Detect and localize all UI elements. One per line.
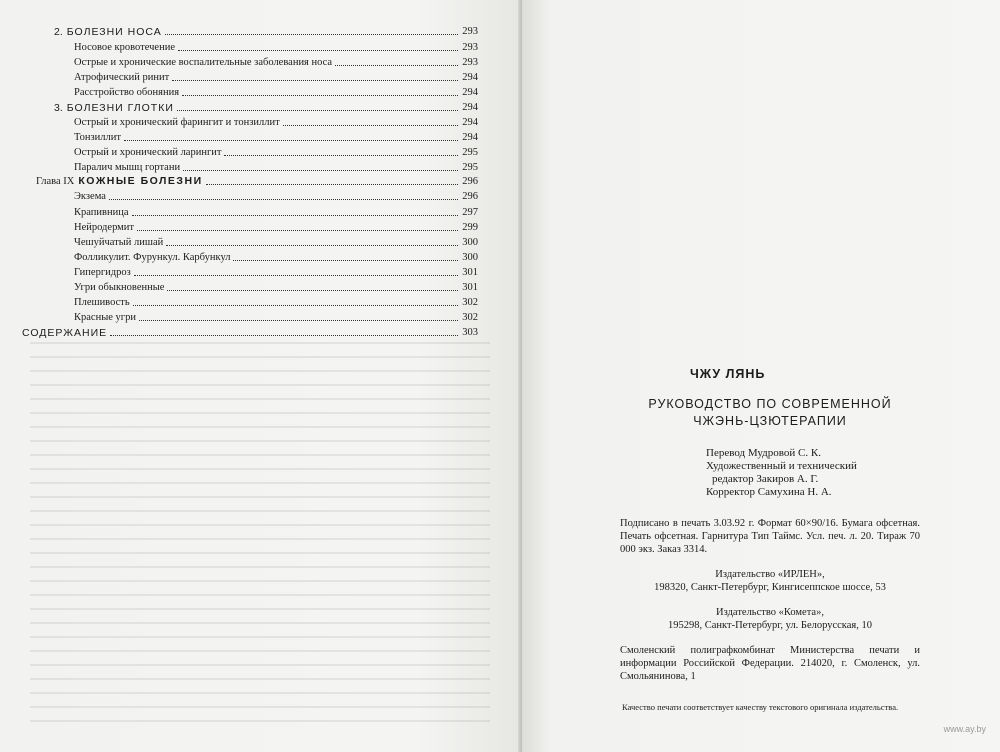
toc-entry — [74, 250, 478, 264]
toc-label — [74, 237, 166, 249]
toc-entry — [74, 235, 478, 249]
toc-entry — [74, 265, 478, 279]
toc-entry — [74, 85, 478, 99]
toc-page-number: 295 — [462, 162, 478, 173]
toc-page-number: 294 — [462, 102, 478, 113]
toc-label — [74, 267, 134, 279]
toc-entry — [74, 220, 478, 234]
toc-chapter — [36, 174, 478, 188]
toc-page-number: 300 — [462, 252, 478, 263]
printer-info: Смоленский полиграфкомбинат Министерства печати и информации Российской Федерации. 214020, г. Смоленск, ул. Смольянинова, 1 — [620, 645, 920, 682]
toc-page-number: 299 — [462, 222, 478, 233]
toc-section — [54, 24, 478, 38]
book-title-line-2: ЧЖЭНЬ-ЦЗЮТЕРАПИИ — [693, 414, 847, 428]
toc-page-number: 300 — [462, 237, 478, 248]
toc-label — [36, 175, 206, 188]
toc-label — [74, 132, 124, 144]
toc-leader-dots — [233, 260, 458, 261]
toc-label — [74, 162, 183, 174]
toc-label — [74, 207, 132, 219]
toc-leader-dots — [132, 215, 459, 216]
toc-page-number: 296 — [462, 191, 478, 202]
toc-title: Гипергидроз — [74, 267, 131, 278]
toc-leader-dots — [172, 80, 458, 81]
toc-leader-dots — [139, 320, 458, 321]
toc-entry — [74, 55, 478, 69]
toc-label — [74, 297, 133, 309]
toc-leader-dots — [124, 140, 458, 141]
imprint — [620, 517, 920, 695]
toc-leader-dots — [166, 245, 458, 246]
publisher-kometa — [620, 606, 920, 632]
publisher-kometa-address: 195298, Санкт-Петербург, ул. Белорусская, 10 — [668, 620, 872, 631]
toc-page-number: 293 — [462, 57, 478, 68]
toc-entry — [74, 295, 478, 309]
toc-page-number: 302 — [462, 297, 478, 308]
toc-leader-dots — [283, 125, 459, 126]
toc-label — [74, 147, 224, 159]
toc-title: Носовое кровотечение — [74, 42, 175, 53]
toc-title: Острый и хронический фарингит и тонзиллит — [74, 117, 280, 128]
toc-title: Фолликулит. Фурункул. Карбункул — [74, 252, 231, 263]
toc-label — [74, 87, 182, 99]
toc-leader-dots — [178, 50, 458, 51]
toc-label — [74, 191, 109, 203]
toc-page-number: 302 — [462, 312, 478, 323]
toc-leader-dots — [335, 65, 458, 66]
toc-entry — [74, 70, 478, 84]
toc-title: Плешивость — [74, 297, 130, 308]
toc-leader-dots — [183, 170, 458, 171]
publisher-irlen-address: 198320, Санкт-Петербург, Кингисеппское шоссе, 53 — [654, 582, 886, 593]
toc-label — [74, 42, 178, 54]
toc-page-number: 297 — [462, 207, 478, 218]
quality-note: Качество печати соответствует качеству текстового оригинала издательства. — [622, 702, 899, 712]
toc-entry — [74, 189, 478, 203]
toc-leader-dots — [109, 199, 458, 200]
toc-label — [74, 252, 233, 264]
toc-leader-dots — [224, 155, 458, 156]
toc-title: Угри обыкновенные — [74, 282, 165, 293]
corrector-credit: Корректор Самухина Н. А. — [706, 486, 832, 498]
toc-entry — [74, 205, 478, 219]
toc-title: Расстройство обоняния — [74, 87, 180, 98]
toc-title: БОЛЕЗНИ ГЛОТКИ — [66, 102, 174, 114]
toc-page-number: 294 — [462, 117, 478, 128]
toc-title: Экзема — [74, 191, 106, 202]
toc-label — [74, 282, 167, 294]
toc-prefix: Глава IX — [36, 176, 75, 187]
toc-page-number: 293 — [462, 42, 478, 53]
publisher-irlen-name: Издательство «ИРЛЕН», — [715, 569, 825, 580]
toc-title: СОДЕРЖАНИЕ — [22, 327, 108, 339]
toc-label — [74, 117, 283, 129]
credits — [706, 447, 857, 499]
toc-page-number: 294 — [462, 72, 478, 83]
toc-page-number: 293 — [462, 26, 478, 37]
toc-entry — [74, 310, 478, 324]
show-through-text — [30, 330, 490, 740]
publisher-irlen — [620, 568, 920, 594]
toc-entry — [74, 280, 478, 294]
toc-leader-dots — [206, 184, 459, 185]
toc-title: Чешуйчатый лишай — [74, 237, 164, 248]
toc-title: Острые и хронические воспалительные заболевания носа — [74, 57, 333, 68]
toc-title: Красные угри — [74, 312, 136, 323]
toc-page-number: 303 — [462, 327, 478, 338]
toc-page-number: 294 — [462, 87, 478, 98]
toc-title: Крапивница — [74, 207, 129, 218]
toc-prefix: 3. — [54, 102, 63, 114]
toc-section — [54, 100, 478, 114]
toc-title: Атрофический ринит — [74, 72, 170, 83]
toc-label — [74, 72, 172, 84]
toc-label — [74, 312, 139, 324]
publisher-kometa-name: Издательство «Комета», — [716, 607, 824, 618]
toc-label — [74, 222, 137, 234]
toc-entry — [74, 40, 478, 54]
watermark: www.ay.by — [943, 724, 986, 734]
toc-leader-dots — [133, 305, 459, 306]
toc-title: Тонзиллит — [74, 132, 121, 143]
toc-entry — [74, 145, 478, 159]
author-name: ЧЖУ ЛЯНЬ — [690, 367, 766, 381]
editor-credit-line-2: редактор Закиров А. Г. — [712, 473, 819, 485]
toc-title: БОЛЕЗНИ НОСА — [66, 26, 162, 38]
toc-prefix: 2. — [54, 26, 63, 38]
toc-entry — [74, 130, 478, 144]
toc-page-number: 296 — [462, 176, 478, 187]
book-title — [620, 396, 920, 430]
toc-leader-dots — [137, 230, 458, 231]
print-info: Подписано в печать 3.03.92 г. Формат 60×90/16. Бумага офсетная. Печать офсетная. Гарнитура Тип Таймс. Усл. печ. л. 20. Тираж 70 000 экз. Заказ 3314. — [620, 518, 920, 555]
book-title-line-1: РУКОВОДСТВО ПО СОВРЕМЕННОЙ — [648, 397, 892, 411]
toc-entry — [74, 115, 478, 129]
toc-page-number: 301 — [462, 282, 478, 293]
toc-label — [54, 26, 165, 38]
toc-leader-dots — [177, 110, 458, 111]
toc-leader-dots — [182, 95, 458, 96]
toc-page-number: 295 — [462, 147, 478, 158]
toc-page-number: 301 — [462, 267, 478, 278]
toc-title: Нейродермит — [74, 222, 135, 233]
toc-entry — [74, 160, 478, 174]
toc-page-number: 294 — [462, 132, 478, 143]
editor-credit-line-1: Художественный и технический — [706, 460, 857, 472]
toc-leader-dots — [134, 275, 459, 276]
toc-title: КОЖНЫЕ БОЛЕЗНИ — [78, 175, 203, 187]
translation-credit: Перевод Мудровой С. К. — [706, 447, 821, 459]
toc-label — [54, 102, 177, 114]
toc-leader-dots — [167, 290, 458, 291]
toc-title: Острый и хронический ларингит — [74, 147, 222, 158]
toc-leader-dots — [165, 34, 459, 35]
toc-label — [74, 57, 335, 69]
toc-title: Паралич мышц гортани — [74, 162, 181, 173]
